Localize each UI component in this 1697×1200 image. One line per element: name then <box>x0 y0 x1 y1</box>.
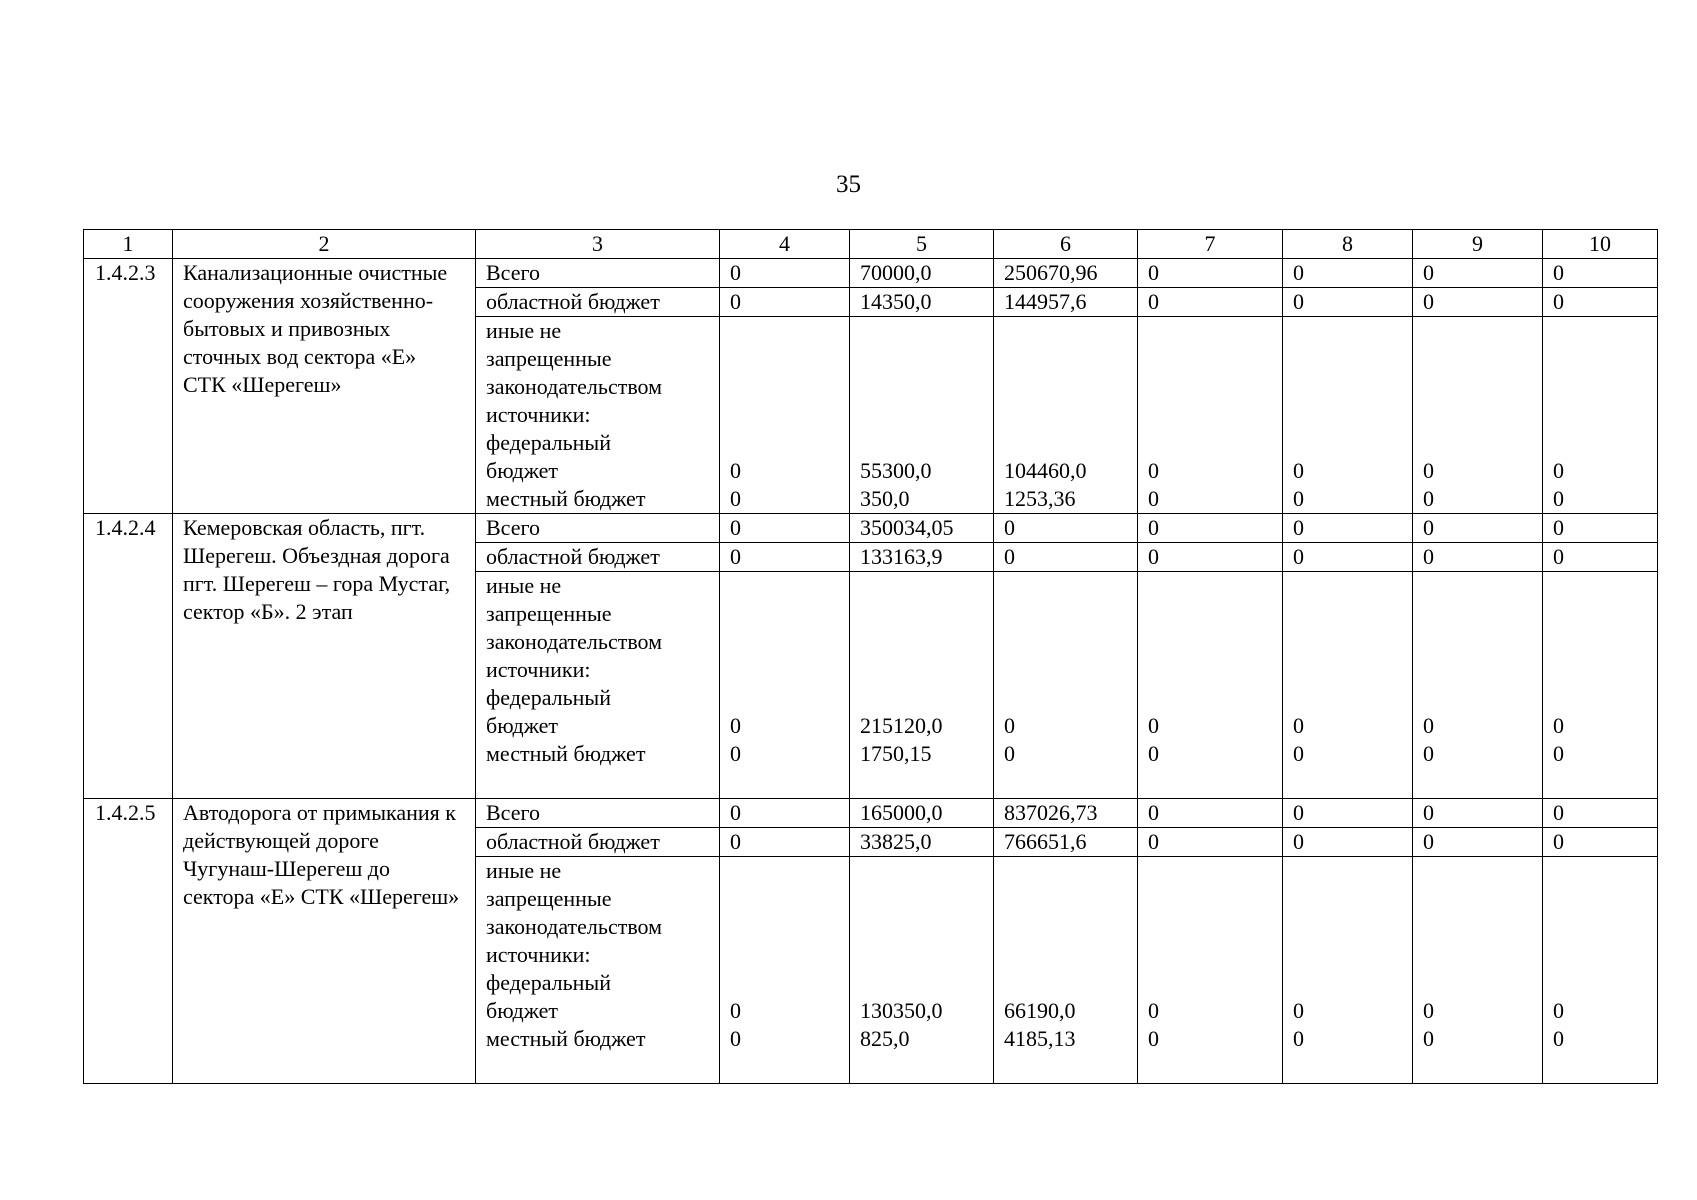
local-budget-value: 0 <box>1553 741 1564 766</box>
value-cell: 0 <box>1138 288 1283 317</box>
other-sources-label-line: федеральный <box>486 430 611 455</box>
federal-budget-value: 0 <box>1148 713 1159 738</box>
local-budget-value: 0 <box>1423 741 1434 766</box>
other-sources-label-line: иные не <box>486 318 562 343</box>
local-budget-value: 4185,13 <box>1004 1026 1076 1051</box>
value-cell-multi <box>1283 317 1413 514</box>
value-cell: 0 <box>1283 543 1413 572</box>
column-header: 2 <box>173 230 476 259</box>
value-cell-multi <box>850 857 994 1084</box>
value-cell-multi <box>1283 857 1413 1084</box>
other-sources-label-line: иные не <box>486 858 562 883</box>
local-budget-value: 0 <box>1553 486 1564 511</box>
local-budget-value: 825,0 <box>860 1026 910 1051</box>
federal-budget-value: 55300,0 <box>860 458 932 483</box>
value-cell: 0 <box>1283 514 1413 543</box>
value-cell: 0 <box>1543 514 1658 543</box>
item-name: Кемеровская область, пгт. Шерегеш. Объездная дорога пгт. Шерегеш – гора Мустаг, сектор «Б». 2 этап <box>173 514 476 799</box>
value-cell: 133163,9 <box>850 543 994 572</box>
table-body <box>84 230 1658 1084</box>
federal-budget-value: 215120,0 <box>860 713 943 738</box>
value-cell-multi <box>720 572 850 799</box>
local-budget-value: 0 <box>730 741 741 766</box>
value-cell: 0 <box>1413 514 1543 543</box>
local-budget-value: 0 <box>1423 1026 1434 1051</box>
value-cell-multi <box>1543 857 1658 1084</box>
funding-source-label: областной бюджет <box>476 288 720 317</box>
other-sources-label-line: местный бюджет <box>486 486 646 511</box>
value-cell: 766651,6 <box>994 828 1138 857</box>
local-budget-value: 0 <box>1148 741 1159 766</box>
funding-source-label: Всего <box>476 514 720 543</box>
other-sources-label-line: законодательством <box>486 914 663 939</box>
federal-budget-value: 0 <box>1423 458 1434 483</box>
other-sources-label-line: иные не <box>486 573 562 598</box>
federal-budget-value: 0 <box>1293 458 1304 483</box>
other-sources-label <box>476 857 720 1084</box>
value-cell: 0 <box>1413 828 1543 857</box>
column-header: 5 <box>850 230 994 259</box>
table-row <box>84 259 1658 288</box>
value-cell-multi <box>994 857 1138 1084</box>
column-header: 8 <box>1283 230 1413 259</box>
value-cell-multi <box>994 317 1138 514</box>
value-cell: 0 <box>720 828 850 857</box>
funding-source-label: Всего <box>476 799 720 828</box>
value-cell: 0 <box>1138 543 1283 572</box>
other-sources-label-line: бюджет <box>486 998 558 1023</box>
item-code: 1.4.2.5 <box>84 799 173 1084</box>
federal-budget-value: 0 <box>730 458 741 483</box>
federal-budget-value: 0 <box>730 713 741 738</box>
other-sources-label-line: источники: <box>486 657 591 682</box>
column-header: 10 <box>1543 230 1658 259</box>
value-cell-multi <box>1543 572 1658 799</box>
column-header: 4 <box>720 230 850 259</box>
other-sources-label-line: запрещенные <box>486 886 612 911</box>
value-cell: 0 <box>1413 543 1543 572</box>
value-cell: 250670,96 <box>994 259 1138 288</box>
column-header: 3 <box>476 230 720 259</box>
value-cell: 70000,0 <box>850 259 994 288</box>
value-cell-multi <box>1413 857 1543 1084</box>
federal-budget-value: 130350,0 <box>860 998 943 1023</box>
item-code: 1.4.2.3 <box>84 259 173 514</box>
other-sources-label-line: бюджет <box>486 713 558 738</box>
value-cell: 0 <box>1283 259 1413 288</box>
value-cell: 0 <box>1138 514 1283 543</box>
column-header-row <box>84 230 1658 259</box>
local-budget-value: 0 <box>1148 486 1159 511</box>
other-sources-label-line: местный бюджет <box>486 741 646 766</box>
other-sources-label-line: источники: <box>486 402 591 427</box>
value-cell: 0 <box>1138 799 1283 828</box>
local-budget-value: 0 <box>1293 741 1304 766</box>
local-budget-value: 350,0 <box>860 486 910 511</box>
value-cell: 0 <box>1138 259 1283 288</box>
federal-budget-value: 0 <box>1148 458 1159 483</box>
value-cell: 0 <box>1543 288 1658 317</box>
value-cell: 0 <box>1543 799 1658 828</box>
local-budget-value: 0 <box>1293 1026 1304 1051</box>
federal-budget-value: 0 <box>1148 998 1159 1023</box>
item-code: 1.4.2.4 <box>84 514 173 799</box>
federal-budget-value: 0 <box>1004 713 1015 738</box>
local-budget-value: 0 <box>1423 486 1434 511</box>
value-cell: 165000,0 <box>850 799 994 828</box>
other-sources-label-line: источники: <box>486 942 591 967</box>
value-cell: 0 <box>1543 828 1658 857</box>
value-cell-multi <box>720 857 850 1084</box>
local-budget-value: 0 <box>1293 486 1304 511</box>
funding-source-label: областной бюджет <box>476 543 720 572</box>
federal-budget-value: 0 <box>1553 998 1564 1023</box>
other-sources-label-line: местный бюджет <box>486 1026 646 1051</box>
funding-source-label: областной бюджет <box>476 828 720 857</box>
value-cell: 0 <box>1543 543 1658 572</box>
value-cell: 0 <box>1138 828 1283 857</box>
local-budget-value: 0 <box>730 486 741 511</box>
value-cell-multi <box>850 317 994 514</box>
other-sources-label-line: законодательством <box>486 374 663 399</box>
federal-budget-value: 66190,0 <box>1004 998 1076 1023</box>
value-cell: 0 <box>994 514 1138 543</box>
column-header: 1 <box>84 230 173 259</box>
value-cell: 0 <box>720 259 850 288</box>
other-sources-label-line: запрещенные <box>486 346 612 371</box>
value-cell: 0 <box>720 288 850 317</box>
value-cell-multi <box>1283 572 1413 799</box>
value-cell: 0 <box>1283 828 1413 857</box>
value-cell: 144957,6 <box>994 288 1138 317</box>
table-row <box>84 799 1658 828</box>
funding-source-label: Всего <box>476 259 720 288</box>
federal-budget-value: 0 <box>1293 713 1304 738</box>
column-header: 7 <box>1138 230 1283 259</box>
item-name: Канализационные очистные сооружения хозяйственно-бытовых и привозных сточных вод сектора «Е» СТК «Шерегеш» <box>173 259 476 514</box>
value-cell-multi <box>1413 317 1543 514</box>
other-sources-label-line: запрещенные <box>486 601 612 626</box>
column-header: 6 <box>994 230 1138 259</box>
value-cell-multi <box>1138 857 1283 1084</box>
other-sources-label-line: федеральный <box>486 685 611 710</box>
value-cell-multi <box>1138 572 1283 799</box>
value-cell-multi <box>720 317 850 514</box>
value-cell: 0 <box>1413 259 1543 288</box>
federal-budget-value: 0 <box>730 998 741 1023</box>
value-cell: 837026,73 <box>994 799 1138 828</box>
local-budget-value: 0 <box>1004 741 1015 766</box>
local-budget-value: 1750,15 <box>860 741 932 766</box>
local-budget-value: 1253,36 <box>1004 486 1076 511</box>
federal-budget-value: 0 <box>1553 713 1564 738</box>
local-budget-value: 0 <box>1148 1026 1159 1051</box>
value-cell-multi <box>1543 317 1658 514</box>
value-cell: 350034,05 <box>850 514 994 543</box>
other-sources-label-line: законодательством <box>486 629 663 654</box>
item-name: Автодорога от примыкания к действующей дороге Чугунаш-Шерегеш до сектора «Е» СТК «Шерегеш» <box>173 799 476 1084</box>
value-cell-multi <box>850 572 994 799</box>
federal-budget-value: 104460,0 <box>1004 458 1087 483</box>
column-header: 9 <box>1413 230 1543 259</box>
value-cell: 0 <box>1283 799 1413 828</box>
federal-budget-value: 0 <box>1293 998 1304 1023</box>
value-cell-multi <box>1138 317 1283 514</box>
value-cell-multi <box>1413 572 1543 799</box>
value-cell: 0 <box>720 543 850 572</box>
local-budget-value: 0 <box>730 1026 741 1051</box>
other-sources-label-line: бюджет <box>486 458 558 483</box>
value-cell: 0 <box>1413 288 1543 317</box>
value-cell: 0 <box>1413 799 1543 828</box>
value-cell: 0 <box>1283 288 1413 317</box>
value-cell: 0 <box>720 514 850 543</box>
value-cell: 0 <box>994 543 1138 572</box>
federal-budget-value: 0 <box>1553 458 1564 483</box>
other-sources-label-line: федеральный <box>486 970 611 995</box>
federal-budget-value: 0 <box>1423 998 1434 1023</box>
value-cell: 33825,0 <box>850 828 994 857</box>
page-number: 35 <box>836 171 861 198</box>
other-sources-label <box>476 572 720 799</box>
value-cell: 0 <box>1543 259 1658 288</box>
budget-table <box>83 229 1658 1084</box>
federal-budget-value: 0 <box>1423 713 1434 738</box>
value-cell-multi <box>994 572 1138 799</box>
value-cell: 0 <box>720 799 850 828</box>
other-sources-label <box>476 317 720 514</box>
local-budget-value: 0 <box>1553 1026 1564 1051</box>
value-cell: 14350,0 <box>850 288 994 317</box>
table-row <box>84 514 1658 543</box>
